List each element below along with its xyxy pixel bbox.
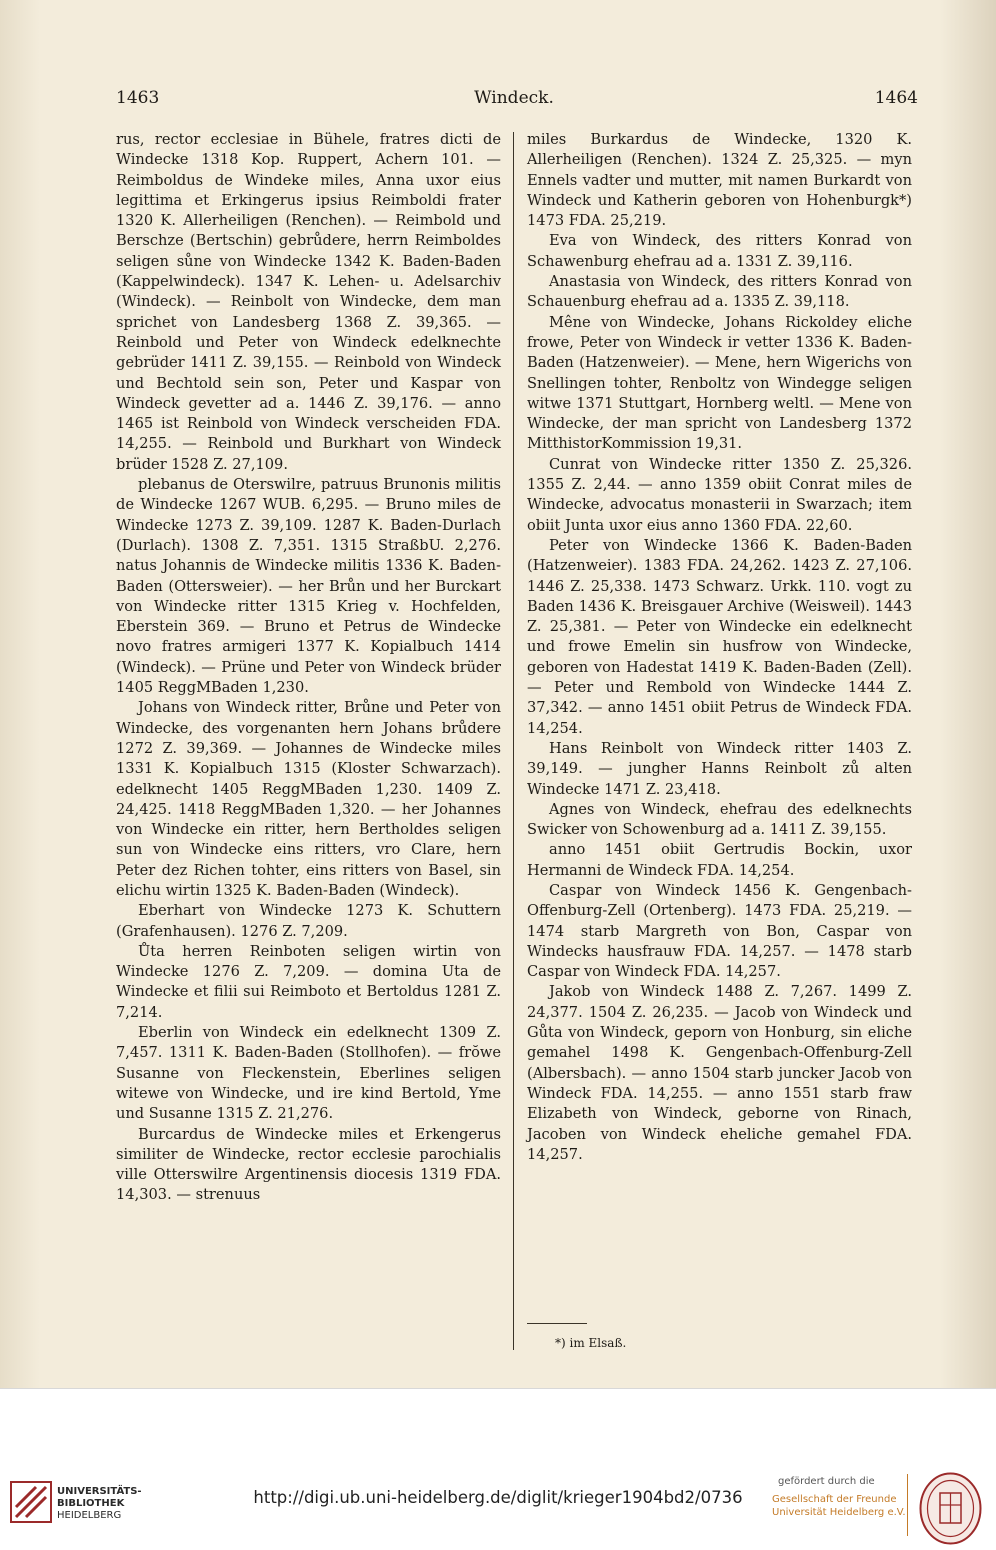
page-header bbox=[110, 88, 918, 114]
library-name-line: BIBLIOTHEK bbox=[57, 1498, 125, 1509]
paragraph: plebanus de Oterswilre, patruus Brunonis militis de Windecke 1267 WUB. 6,295. — Bruno miles de Windecke 1273 Z. 39,109. 1287 K. Baden-Durlach (Durlach). 1308 Z. 7,351. 1315 StraßbU. 2,276. natus Johannis de Windecke militis 1336 K. Baden-Baden (Otterswеier). — her Brůn und her Burckart von Windecke ritter 1315 Krieg v. Hochfelden, Eberstein 369. — Bruno et Petrus de Windecke novo fratres armigeri 1377 K. Kopialbuch 1414 (Windeck). — Prüne und Peter von Windeck brüder 1405 ReggMBaden 1,230. bbox=[116, 476, 501, 697]
library-name-line: UNIVERSITÄTS- bbox=[57, 1486, 142, 1497]
sponsor-divider bbox=[907, 1474, 908, 1536]
paragraph: Burcardus de Windecke miles et Erkengerus similiter de Windecke, rector ecclesie parochialis ville Otterswilre Argentinensis diocesis 1319 FDA. 14,303. — strenuus bbox=[116, 1125, 501, 1204]
paragraph: Eberlin von Windeck ein edelknecht 1309 Z. 7,457. 1311 K. Baden-Baden (Stollhofen). — frŏwe Susanne von Fleckenstein, Eberlines seligen witewe von Windecke, und ire kind Bertold, Yme und Susanne 1315 Z. 21,276. bbox=[116, 1024, 501, 1123]
digitization-footer bbox=[0, 1388, 996, 1550]
sponsor-name-line: Universität Heidelberg e.V. bbox=[772, 1507, 906, 1518]
page-number-right: 1464 bbox=[874, 88, 918, 108]
paragraph: Ůta herren Reinboten seligen wirtin von Windecke 1276 Z. 7,209. — domina Uta de Windecke et filii sui Reimboto et Bertoldus 1281 Z. 7,214. bbox=[116, 942, 501, 1021]
page-number-left: 1463 bbox=[116, 88, 160, 108]
footnote-rule bbox=[527, 1323, 587, 1324]
footer-separator bbox=[0, 1388, 996, 1389]
running-title: Windeck. bbox=[474, 88, 554, 108]
left-column bbox=[116, 130, 501, 1206]
paragraph: Eva von Windeck, des ritters Konrad von Schawenburg ehefrau ad a. 1331 Z. 39,116. bbox=[527, 232, 912, 270]
sponsor-name-line: Gesellschaft der Freunde bbox=[772, 1494, 897, 1505]
paragraph: Anastasia von Windeck, des ritters Konrad von Schauenburg ehefrau ad a. 1335 Z. 39,118. bbox=[527, 273, 912, 311]
footnote: *) im Elsaß. bbox=[555, 1336, 627, 1350]
university-seal-icon bbox=[918, 1471, 983, 1546]
paragraph: Jakob von Windeck 1488 Z. 7,267. 1499 Z. 24,377. 1504 Z. 26,235. — Jacob von Windeck und Gůta von Windeck, geporn von Honburg, sin eliche gemahel 1498 K. Gengenbach-Offenburg-Zell (Albersbach). — anno 1504 starb juncker Jacob von Windeck FDA. 14,255. — anno 1551 starb fraw Elizabeth von Windeck, geborne von Rinach, Jacoben von Windeck eheliche gemahel FDA. 14,257. bbox=[527, 983, 912, 1163]
sponsor-name bbox=[772, 1493, 906, 1519]
right-column bbox=[527, 130, 912, 1165]
paragraph: Cunrat von Windecke ritter 1350 Z. 25,326. 1355 Z. 2,44. — anno 1359 obiit Conrat miles de Windecke, advocatus monasterii in Swarzach; item obiit Junta uxor eius anno 1360 FDA. 22,60. bbox=[527, 455, 912, 534]
paragraph: miles Burkardus de Windecke, 1320 K. Allerheiligen (Renchen). 1324 Z. 25,325. — myn Ennels vadter und mutter, mit namen Burkardt von Windeck und Katherin geboren von Hohenburgk*) 1473 FDA. 25,219. bbox=[527, 131, 912, 230]
column-divider bbox=[513, 132, 514, 1350]
library-name-line: HEIDELBERG bbox=[57, 1510, 122, 1521]
paragraph: Johans von Windeck ritter, Brůne und Peter von Windecke, des vorgenanten hern Johans brůdere 1272 Z. 39,369. — Johannes de Windecke miles 1331 K. Kopialbuch 1315 (Kloster Schwarzach). edelknecht 1405 ReggMBaden 1,230. 1409 Z. 24,425. 1418 ReggMBaden 1,320. — her Johannes von Windecke ein ritter, hern Bertholdes seligen sun von Windecke eins ritters, vro Clare, hern Peter dez Richen tohter, eins ritters von Basel, sin elichu wirtin 1325 K. Baden-Baden (Windeck). bbox=[116, 699, 501, 899]
paragraph: Caspar von Windeck 1456 K. Gengenbach-Offenburg-Zell (Ortenberg). 1473 FDA. 25,219. — 1474 starb Margreth von Bon, Caspar von Windecks hausfrauw FDA. 14,257. — 1478 starb Caspar von Windeck FDA. 14,257. bbox=[527, 881, 912, 981]
paragraph: rus, rector ecclesiae in Bühele, fratres dicti de Windecke 1318 Kop. Ruppert, Achern 101. — Reimboldus de Windeke miles, Anna uxor eius legittima et Erkingerus ipsius Reimboldi frater 1320 K. Allerheiligen (Renchen). — Reimbold und Berschze (Bertschin) gebrůdere, herrn Reimboldes seligen sůne von Windecke 1342 K. Baden-Baden (Kappelwindeck). 1347 K. Lehen- u. Adelsarchiv (Windeck). — Reinbolt von Windecke, dem man sprichet von Landesberg 1368 Z. 39,365. — Reinbold und Peter von Windeck edelknechte gebrüder 1411 Z. 39,155. — Reinbold von Windeck und Bechtold sein son, Peter und Kaspar von Windeck gevetter ad a. 1446 Z. 39,176. — anno 1465 ist Reinbold von Windeck verscheiden FDA. 14,255. — Reinbold und Burkhart von Windeck brüder 1528 Z. 27,109. bbox=[116, 131, 501, 473]
paragraph: Mêne von Windecke, Johans Rickoldey eliche frowe, Peter von Windeck ir vetter 1336 K. Baden-Baden (Hatzenweier). — Mene, hern Wigerichs von Snellingen tohter, Renboltz von Windegge seligen witwe 1371 Stuttgart, Hornberg weltl. — Mene von Windecke, der man spricht von Landesberg 1372 MitthistorKommission 19,31. bbox=[527, 313, 912, 453]
permalink-url[interactable]: http://digi.ub.uni-heidelberg.de/diglit/krieger1904bd2/0736 bbox=[253, 1488, 743, 1507]
paragraph: Hans Reinbolt von Windeck ritter 1403 Z. 39,149. — jungher Hanns Reinbolt zů alten Windecke 1471 Z. 23,418. bbox=[527, 739, 912, 798]
paragraph: Peter von Windecke 1366 K. Baden-Baden (Hatzenweier). 1383 FDA. 24,262. 1423 Z. 27,106. 1446 Z. 25,338. 1473 Schwarz. Urkk. 110. vogt zu Baden 1436 K. Breisgauer Archive (Weisweil). 1443 Z. 25,381. — Peter von Windecke ein edelknecht und frowe Emelin sin husfrow von Windecke, geboren von Hadestat 1419 K. Baden-Baden (Zell). — Peter und Rembold von Windecke 1444 Z. 37,342. — anno 1451 obiit Petrus de Windeck FDA. 14,254. bbox=[527, 536, 912, 737]
sponsor-label: gefördert durch die bbox=[778, 1476, 875, 1487]
paragraph: Agnes von Windeck, ehefrau des edelknechts Swicker von Schowenburg ad a. 1411 Z. 39,155. bbox=[527, 800, 912, 839]
paragraph: Eberhart von Windecke 1273 K. Schuttern (Grafenhausen). 1276 Z. 7,209. bbox=[116, 902, 501, 940]
paragraph: anno 1451 obiit Gertrudis Bockin, uxor Hermanni de Windeck FDA. 14,254. bbox=[527, 841, 912, 879]
